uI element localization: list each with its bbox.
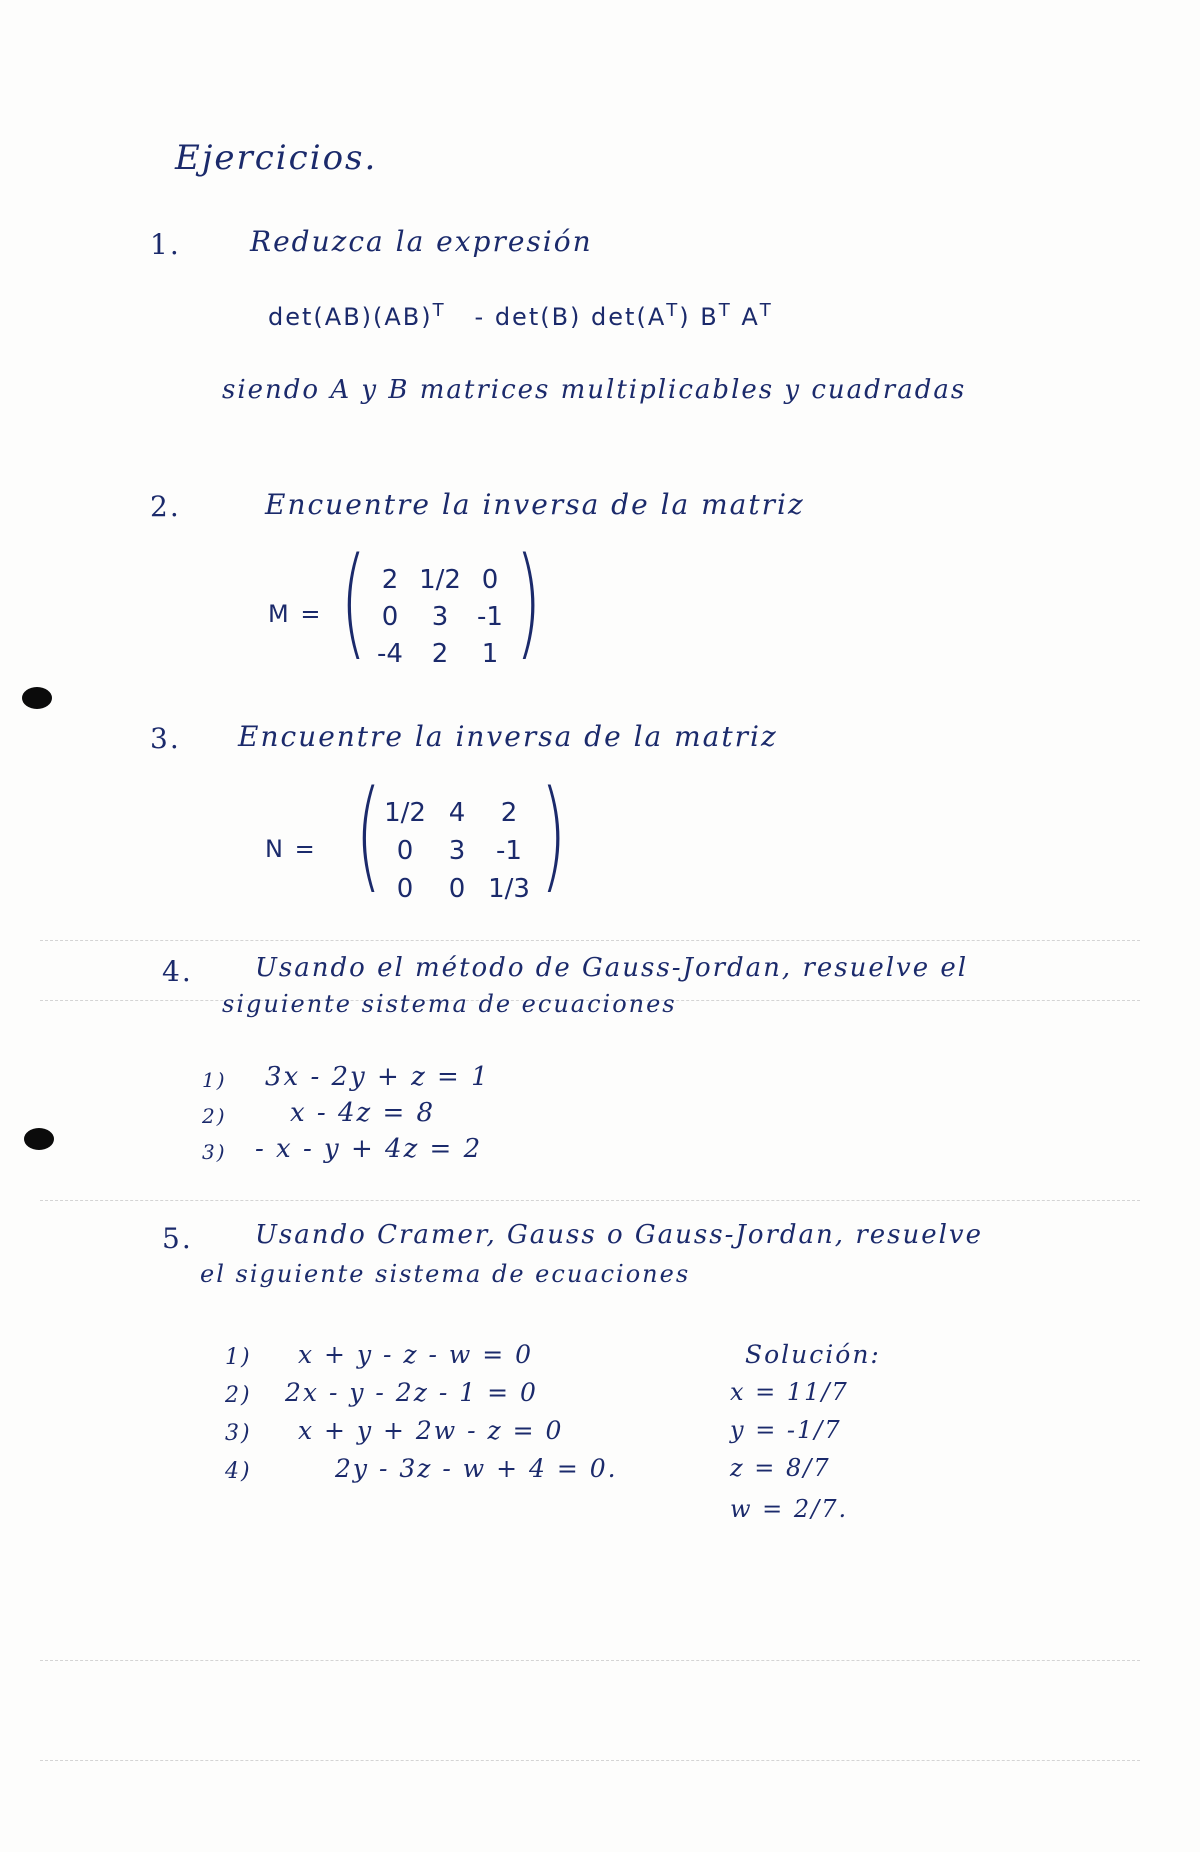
matrix-n-label: N = (265, 835, 317, 863)
exercise-1-expression (268, 300, 773, 331)
solution-value: x = 11/7 (730, 1378, 849, 1406)
ruling-line (40, 1660, 1140, 1661)
ruling-line (40, 1760, 1140, 1761)
matrix-cell: 3 (431, 602, 449, 632)
matrix-cell: -1 (477, 602, 503, 632)
exercise-5-statement-line1: Usando Cramer, Gauss o Gauss-Jordan, resuelve (255, 1220, 984, 1250)
transpose-sup: T (666, 300, 680, 321)
left-paren: ( (355, 766, 382, 905)
solution-value: w = 2/7. (730, 1495, 849, 1523)
matrix-cell: 1 (481, 639, 499, 669)
eq5-equation: 2x - y - 2z - 1 = 0 (285, 1378, 538, 1407)
exercise-1-number: 1. (150, 228, 181, 261)
ruling-line (40, 940, 1140, 941)
matrix-cell: 4 (448, 798, 466, 828)
expr-part-c: ) B (679, 303, 719, 331)
exercise-5-number: 5. (162, 1222, 193, 1255)
matrix-cell: 2 (500, 798, 518, 828)
eq5-equation: 2y - 3z - w + 4 = 0. (335, 1454, 618, 1483)
right-paren: ) (540, 766, 567, 905)
transpose-sup: T (718, 300, 732, 321)
expr-part-a: det(AB)(AB) (268, 303, 433, 331)
exercise-1-statement: Reduzca la expresión (250, 225, 593, 258)
eq4-index: 2) (202, 1104, 227, 1128)
matrix-cell: 0 (396, 836, 414, 866)
matrix-m (340, 533, 550, 675)
right-paren: ) (515, 533, 542, 672)
matrix-cell: 0 (448, 874, 466, 904)
exercise-1-condition: siendo A y B matrices multiplicables y cuadradas (222, 375, 967, 405)
transpose-sup: T (759, 300, 773, 321)
expr-part-d: A (741, 303, 760, 331)
page-title: Ejercicios. (175, 138, 378, 178)
exercise-4-statement-line1: Usando el método de Gauss-Jordan, resuelve el (255, 953, 969, 983)
matrix-cell: 1/2 (419, 565, 461, 595)
matrix-cell: 1/3 (488, 874, 530, 904)
transpose-sup: T (432, 300, 446, 321)
solution-value: z = 8/7 (730, 1454, 831, 1482)
matrix-cell: 3 (448, 836, 466, 866)
exercise-2-statement: Encuentre la inversa de la matriz (265, 488, 805, 521)
binder-hole (22, 687, 52, 709)
matrix-cell: 2 (381, 565, 399, 595)
matrix-n (355, 766, 575, 908)
eq5-index: 2) (225, 1383, 252, 1408)
exercise-4-number: 4. (162, 955, 193, 988)
eq4-equation: 3x - 2y + z = 1 (265, 1062, 490, 1092)
expr-part-b: - det(B) det(A (474, 303, 667, 331)
matrix-cell: 0 (396, 874, 414, 904)
eq5-index: 1) (225, 1345, 252, 1370)
matrix-cell: 1/2 (384, 798, 426, 828)
solution-title: Solución: (745, 1340, 881, 1369)
eq5-index: 3) (225, 1421, 252, 1446)
solution-value: y = -1/7 (730, 1416, 842, 1444)
matrix-cell: 0 (481, 565, 499, 595)
matrix-cell: -1 (496, 836, 522, 866)
exercise-5-statement-line2: el siguiente sistema de ecuaciones (200, 1260, 691, 1288)
exercise-3-number: 3. (150, 722, 181, 755)
matrix-m-label: M = (268, 600, 323, 628)
eq5-equation: x + y + 2w - z = 0 (298, 1416, 564, 1445)
matrix-cell: 2 (431, 639, 449, 669)
ruling-line (40, 1200, 1140, 1201)
eq4-index: 1) (202, 1068, 227, 1092)
eq4-equation: x - 4z = 8 (290, 1098, 436, 1128)
eq5-equation: x + y - z - w = 0 (298, 1340, 534, 1369)
matrix-cell: -4 (377, 639, 403, 669)
binder-hole (24, 1128, 54, 1150)
left-paren: ( (340, 533, 367, 672)
eq5-index: 4) (225, 1459, 252, 1484)
eq4-equation: - x - y + 4z = 2 (255, 1134, 483, 1164)
eq4-index: 3) (202, 1140, 227, 1164)
exercise-3-statement: Encuentre la inversa de la matriz (238, 720, 778, 753)
exercise-2-number: 2. (150, 490, 181, 523)
exercise-4-statement-line2: siguiente sistema de ecuaciones (222, 990, 677, 1018)
matrix-cell: 0 (381, 602, 399, 632)
